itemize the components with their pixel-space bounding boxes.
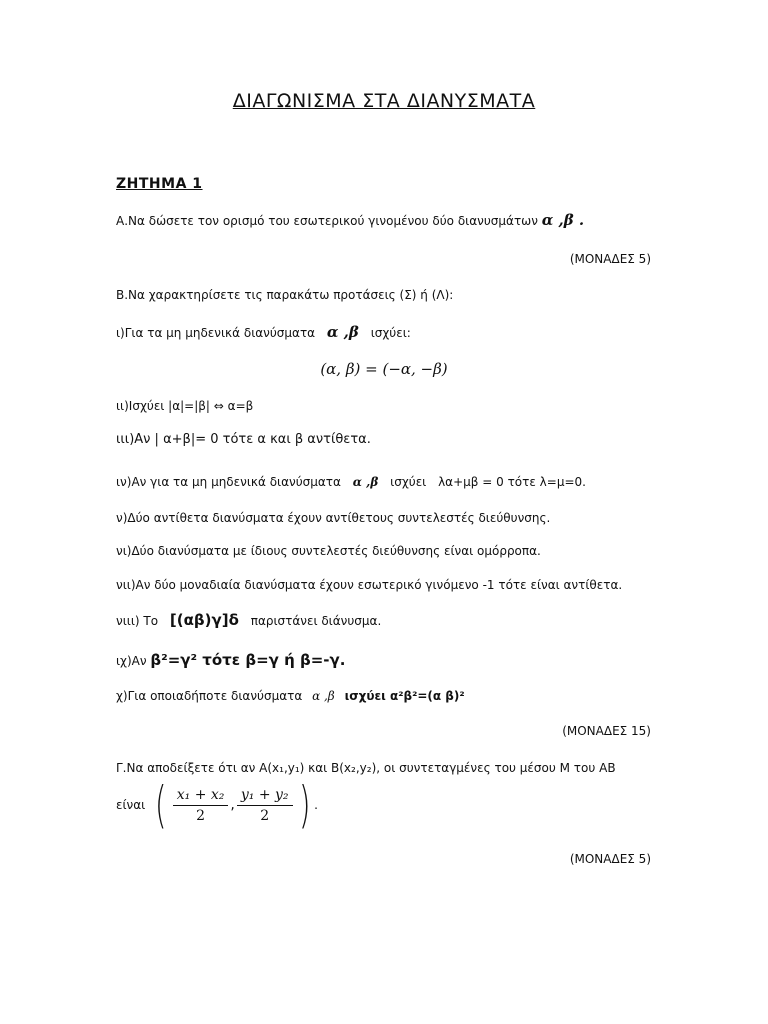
part-a-text: Α.Να δώσετε τον ορισμό του εσωτερικού γινομένου δύο διανυσμάτων <box>116 214 538 228</box>
item-vi: νι)Δύο διανύσματα με ίδιους συντελεστές διεύθυνσης είναι ομόρροπα. <box>116 544 541 558</box>
item-iv-text: ιν)Αν για τα μη μηδενικά διανύσματα <box>116 475 341 489</box>
right-paren: ) <box>298 776 311 834</box>
part-b-marks: (ΜΟΝΑΔΕΣ 15) <box>562 724 651 738</box>
item-iv-equation: λα+μβ = 0 τότε λ=μ=0. <box>438 475 586 489</box>
item-iii: ιιι)Αν | α+β|= 0 τότε α και β αντίθετα. <box>116 432 371 447</box>
fraction-x-denominator: 2 <box>196 807 206 824</box>
item-viii <box>116 610 381 631</box>
item-ii: ιι)Ισχύει |α|=|β| ⇔ α=β <box>116 399 254 413</box>
fraction-y-denominator: 2 <box>260 807 270 824</box>
item-iv-vectors: α ,β <box>352 475 379 489</box>
item-i-text: ι)Για τα μη μηδενικά διανύσματα <box>116 326 316 340</box>
item-viii-end: παριστάνει διάνυσμα. <box>250 614 382 628</box>
fraction-x-numerator: x₁ + x₂ <box>173 787 229 806</box>
item-i-vectors: α ,β <box>326 323 359 341</box>
item-ix-text: ιχ)Αν <box>116 654 147 668</box>
item-i-end: ισχύει: <box>370 326 411 340</box>
item-iv-mid: ισχύει <box>390 475 427 489</box>
document-title: ΔΙΑΓΩΝΙΣΜΑ ΣΤΑ ΔΙΑΝΥΣΜΑΤΑ <box>232 90 536 112</box>
part-a-question <box>116 210 584 231</box>
item-i <box>116 322 411 343</box>
item-i-equation: (α, β) = (−α, −β) <box>320 360 448 378</box>
item-iv <box>116 472 586 492</box>
section-heading: ΖΗΤΗΜΑ 1 <box>116 176 203 192</box>
item-x-expression: ισχύει α²β²=(α β)² <box>344 689 465 703</box>
part-c-marks: (ΜΟΝΑΔΕΣ 5) <box>569 852 651 866</box>
fraction-y-numerator: y₁ + y₂ <box>237 787 293 806</box>
item-x-text: χ)Για οποιαδήποτε διανύσματα <box>116 689 303 703</box>
part-c-question: Γ.Να αποδείξετε ότι αν Α(x₁,y₁) και Β(x₂,y₂), οι συντεταγμένες του μέσου Μ του ΑΒ <box>116 761 616 775</box>
fraction-y <box>237 787 293 824</box>
item-x-vectors: α ,β <box>312 689 335 703</box>
item-ix-expression: β²=γ² τότε β=γ ή β=-γ. <box>150 651 346 669</box>
part-a-marks: (ΜΟΝΑΔΕΣ 5) <box>569 252 651 266</box>
part-a-vectors: α ,β . <box>541 211 585 229</box>
item-v: ν)Δύο αντίθετα διανύσματα έχουν αντίθετους συντελεστές διεύθυνσης. <box>116 511 551 525</box>
part-b-intro: Β.Να χαρακτηρίσετε τις παρακάτω προτάσεις (Σ) ή (Λ): <box>116 288 454 302</box>
item-x <box>116 686 465 706</box>
period: . <box>314 798 318 812</box>
midpoint-formula <box>116 776 318 834</box>
item-ix <box>116 650 345 671</box>
fraction-x <box>173 787 229 824</box>
item-viii-expression: [(αβ)γ]δ <box>169 611 239 629</box>
left-paren: ( <box>155 776 167 834</box>
part-c-lead: είναι <box>116 798 146 812</box>
item-viii-text: νιιι) Το <box>116 614 159 628</box>
item-vii: νιι)Αν δύο μοναδιαία διανύσματα έχουν εσωτερικό γινόμενο -1 τότε είναι αντίθετα. <box>116 578 623 592</box>
comma: , <box>230 797 235 813</box>
